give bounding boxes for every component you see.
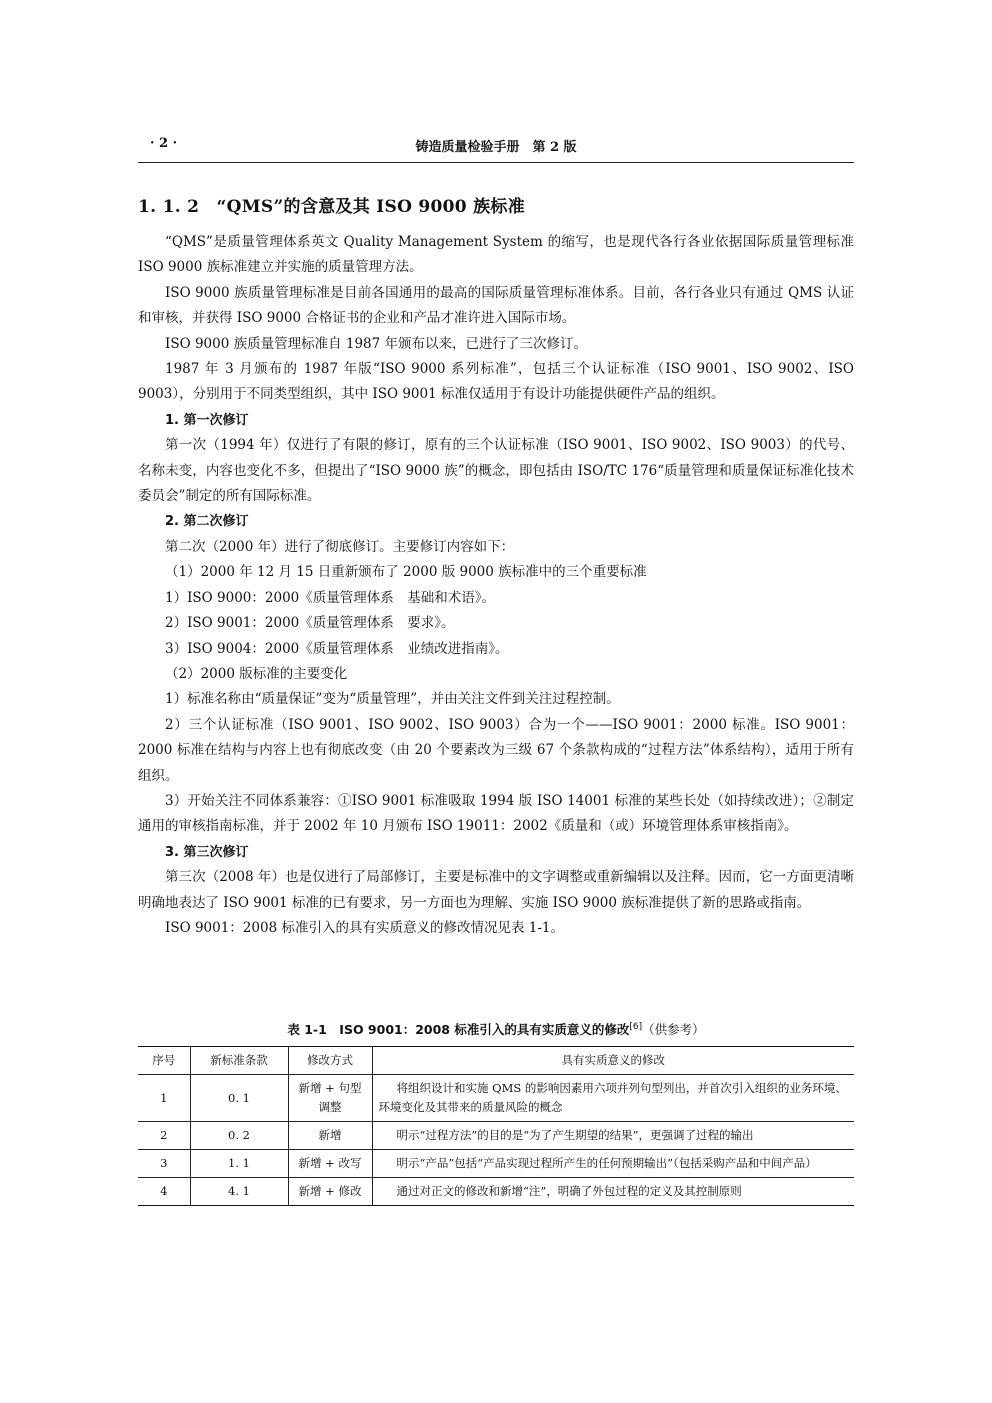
- paragraph: 1）ISO 9000：2000《质量管理体系 基础和术语》。: [165, 589, 495, 606]
- subsection-heading: 3. 第三次修订: [165, 844, 249, 860]
- table-row: [138, 1075, 854, 1122]
- cell-index: 4: [138, 1178, 190, 1206]
- cell-change: 通过对正文的修改和新增“注”，明确了外包过程的定义及其控制原则: [372, 1178, 854, 1206]
- paragraph: 第三次（2008 年）也是仅进行了局部修订，主要是标准中的文字调整或重新编辑以及注释。因而，它一方面更清晰明确地表达了 ISO 9001 标准的已有要求，另一方面也为理解、实施 ISO 9000 族标准提供了新的思路或指南。: [138, 869, 854, 911]
- cell-index: 2: [138, 1122, 190, 1150]
- table-caption-title: 表 1-1 ISO 9001：2008 标准引入的具有实质意义的修改: [287, 1022, 630, 1037]
- paragraph: 第二次（2000 年）进行了彻底修订。主要修订内容如下：: [165, 538, 515, 555]
- paragraph: 第一次（1994 年）仅进行了有限的修订，原有的三个认证标准（ISO 9001、ISO 9002、ISO 9003）的代号、名称未变，内容也变化不多，但提出了“ISO 9000 族”的概念，即包括由 ISO/TC 176“质量管理和质量保证标准化技术委员会”制定的所有国际标准。: [138, 437, 854, 505]
- table-caption-ref: [6]: [629, 1021, 643, 1032]
- cell-method: 新增: [288, 1122, 372, 1150]
- cell-clause: 0. 1: [190, 1075, 288, 1122]
- subsection-heading: 1. 第一次修订: [165, 412, 249, 428]
- cell-method: 新增 + 句型调整: [288, 1075, 372, 1122]
- paragraph: （2）2000 版标准的主要变化: [165, 665, 348, 682]
- paragraph: 2）ISO 9001：2000《质量管理体系 要求》。: [165, 615, 455, 632]
- table-caption: [138, 1020, 854, 1038]
- paragraph: 3）ISO 9004：2000《质量管理体系 业绩改进指南》。: [165, 640, 509, 657]
- col-header-clause: 新标准条款: [190, 1047, 288, 1075]
- cell-clause: 1. 1: [190, 1150, 288, 1178]
- col-header-index: 序号: [138, 1047, 190, 1075]
- cell-clause: 0. 2: [190, 1122, 288, 1150]
- table-caption-note: （供参考）: [642, 1022, 705, 1037]
- section-title: 1. 1. 2 “QMS”的含意及其 ISO 9000 族标准: [138, 197, 526, 217]
- col-header-change: 具有实质意义的修改: [372, 1047, 854, 1075]
- cell-method: 新增 + 修改: [288, 1178, 372, 1206]
- running-header: [138, 136, 854, 156]
- paragraph: ISO 9000 族质量管理标准是目前各国通用的最高的国际质量管理标准体系。目前，各行各业只有通过 QMS 认证和审核，并获得 ISO 9000 合格证书的企业和产品才准许进入国际市场。: [138, 284, 854, 327]
- cell-change: 明示“过程方法”的目的是“为了产生期望的结果”，更强调了过程的输出: [372, 1122, 854, 1150]
- header-divider: [138, 162, 854, 163]
- paragraph: 3）开始关注不同体系兼容：①ISO 9001 标准吸取 1994 版 ISO 14001 标准的某些长处（如持续改进）；②制定通用的审核指南标准，并于 2002 年 10 月颁布 ISO 19011：2002《质量和（或）环境管理体系审核指南》。: [138, 792, 854, 835]
- page-number: · 2 ·: [150, 136, 178, 151]
- cell-clause: 4. 1: [190, 1178, 288, 1206]
- table-row: [138, 1178, 854, 1206]
- paragraph: 1987 年 3 月颁布的 1987 年版“ISO 9000 系列标准”，包括三个认证标准（ISO 9001、ISO 9002、ISO 9003），分别用于不同类型组织，其中 ISO 9001 标准仅适用于有设计功能提供硬件产品的组织。: [138, 361, 854, 403]
- body-text: [138, 230, 854, 941]
- col-header-method: 修改方式: [288, 1047, 372, 1075]
- cell-change: 明示“产品”包括“产品实现过程所产生的任何预期输出”（包括采购产品和中间产品）: [372, 1150, 854, 1178]
- paragraph: ISO 9001：2008 标准引入的具有实质意义的修改情况见表 1-1。: [165, 919, 564, 936]
- paragraph: ISO 9000 族质量管理标准自 1987 年颁布以来，已进行了三次修订。: [165, 335, 588, 352]
- table-header-row: [138, 1047, 854, 1075]
- paragraph: （1）2000 年 12 月 15 日重新颁布了 2000 版 9000 族标准中的三个重要标准: [165, 564, 647, 581]
- cell-index: 3: [138, 1150, 190, 1178]
- revision-table: [138, 1046, 854, 1206]
- cell-index: 1: [138, 1075, 190, 1122]
- table-row: [138, 1122, 854, 1150]
- paragraph: 2）三个认证标准（ISO 9001、ISO 9002、ISO 9003）合为一个——ISO 9001：2000 标准。ISO 9001：2000 标准在结构与内容上也有彻底改变（由 20 个要素改为三级 67 个条款构成的“过程方法”体系结构），适用于所有组织。: [138, 716, 854, 784]
- paragraph: “QMS”是质量管理体系英文 Quality Management System 的缩写，也是现代各行各业依据国际质量管理标准 ISO 9000 族标准建立并实施的质量管理方法。: [138, 234, 854, 276]
- paragraph: 1）标准名称由“质量保证”变为“质量管理”，并由关注文件到关注过程控制。: [165, 691, 620, 708]
- table-row: [138, 1150, 854, 1178]
- subsection-heading: 2. 第二次修订: [165, 514, 249, 530]
- cell-change: 将组织设计和实施 QMS 的影响因素用六项并列句型列出，并首次引入组织的业务环境、环境变化及其带来的质量风险的概念: [372, 1075, 854, 1122]
- book-title: 铸造质量检验手册 第 2 版: [415, 140, 577, 155]
- cell-method: 新增 + 改写: [288, 1150, 372, 1178]
